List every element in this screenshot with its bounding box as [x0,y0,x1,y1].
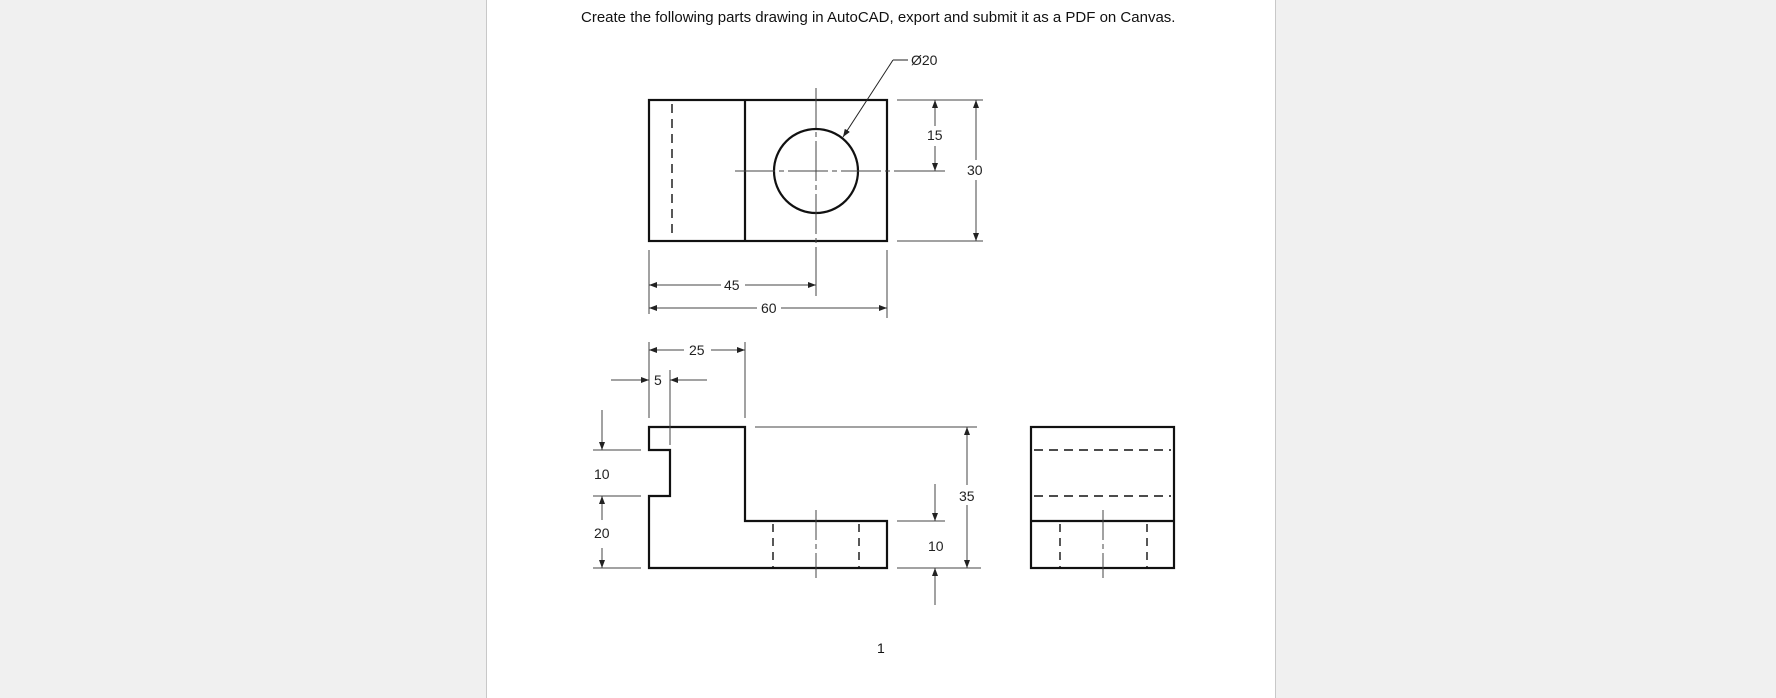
front-view-right-dimensions [755,427,981,605]
document-page [486,0,1276,698]
page-number: 1 [877,640,885,656]
front-view-top-dimensions [611,342,745,445]
dim-base-thickness: 10 [928,538,944,554]
dim-hole-from-left: 45 [724,277,740,293]
diameter-callout [843,52,938,137]
dim-lower-height: 20 [594,525,610,541]
dim-overall-length: 60 [761,300,777,316]
dim-notch-depth: 5 [654,372,662,388]
assignment-instruction: Create the following parts drawing in AutoCAD, export and submit it as a PDF on Canvas. [581,9,1176,26]
diameter-label: Ø20 [911,52,938,68]
front-view-left-dimensions [593,410,641,568]
side-view [1031,427,1174,578]
dim-overall-height: 35 [959,488,975,504]
front-view [649,427,887,578]
top-view [649,88,901,258]
dim-upright-width: 25 [689,342,705,358]
parts-drawing [487,0,1277,698]
dim-top-view-depth: 30 [967,162,983,178]
dim-notch-height: 10 [594,466,610,482]
dim-hole-from-top: 15 [927,127,943,143]
